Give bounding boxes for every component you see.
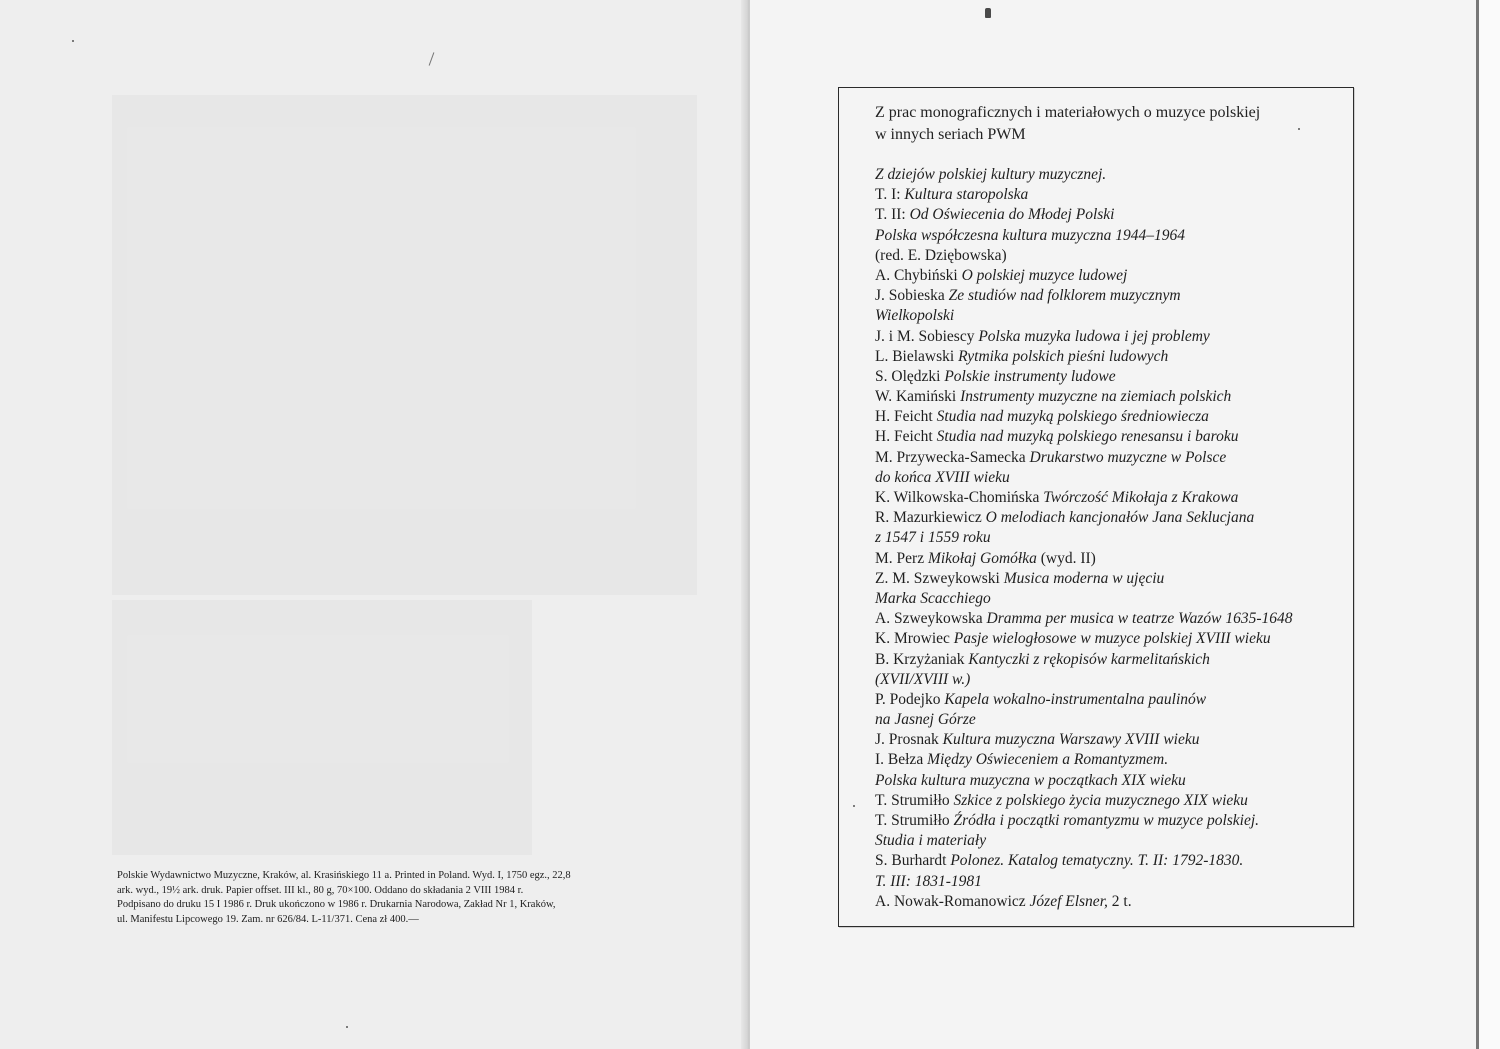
publication-entry (875, 266, 1345, 286)
publication-list (875, 165, 1345, 912)
entry-title: Musica moderna w ujęciu (1003, 569, 1165, 587)
publication-entry (875, 710, 1345, 730)
entry-title: Pasje wielogłosowe w muzyce polskiej XVIII wieku (953, 630, 1271, 648)
entry-title: Twórczość Mikołaja z Krakowa (1043, 489, 1239, 506)
entry-title: Studia nad muzyką polskiego średniowiecza (936, 408, 1209, 426)
paper-scratch (429, 52, 435, 65)
publication-entry (875, 407, 1345, 427)
entry-author: S. Olędzki (875, 367, 941, 385)
imprint-line: ul. Manifestu Lipcowego 19. Zam. nr 626/84. L-11/371. Cena zł 400.— (117, 913, 419, 925)
entry-author: (red. E. Dziębowska) (875, 246, 1007, 264)
entry-title: Kultura muzyczna Warszawy XVIII wieku (942, 731, 1200, 749)
publication-entry (875, 831, 1345, 851)
publication-entry (875, 670, 1345, 690)
imprint (117, 869, 682, 927)
paper-speck (346, 1026, 348, 1028)
entry-author: L. Bielawski (875, 347, 955, 365)
entry-author: K. Wilkowska-Chomińska (875, 489, 1040, 506)
entry-author: H. Feicht (875, 408, 933, 426)
entry-author: I. Bełza (875, 751, 924, 769)
entry-author: H. Feicht (875, 428, 933, 446)
entry-author: Z. M. Szweykowski (875, 569, 1000, 587)
publication-entry (875, 589, 1345, 609)
publication-entry (875, 468, 1345, 488)
publication-entry (875, 872, 1345, 892)
publication-entry (875, 448, 1345, 468)
publication-entry (875, 609, 1345, 629)
entry-title: Studia i materiały (875, 832, 987, 850)
series-list-title (875, 102, 1335, 146)
publication-entry (875, 367, 1345, 387)
entry-author: P. Podejko (875, 690, 941, 708)
entry-author: M. Przywecka-Samecka (875, 448, 1026, 466)
publication-entry (875, 286, 1345, 306)
entry-title: Marka Scacchiego (875, 589, 991, 607)
entry-title: Od Oświecenia do Młodej Polski (909, 206, 1115, 224)
entry-title: Dramma per musica w teatrze Wazów 1635-1648 (986, 610, 1293, 628)
entry-author: A. Nowak-Romanowicz (875, 892, 1026, 910)
publication-entry (875, 892, 1345, 912)
entry-title: Polska współczesna kultura muzyczna 1944–1964 (875, 226, 1185, 244)
entry-title: T. III: 1831-1981 (875, 872, 982, 890)
entry-author: A. Chybiński (875, 266, 958, 284)
scan-margin (1479, 0, 1500, 1049)
entry-author: M. Perz (875, 549, 925, 567)
binding-mark (985, 8, 991, 18)
publication-entry (875, 730, 1345, 750)
publication-entry (875, 549, 1345, 569)
entry-title: Instrumenty muzyczne na ziemiach polskich (960, 388, 1232, 406)
publication-entry (875, 650, 1345, 670)
entry-title: Kapela wokalno-instrumentalna paulinów (944, 690, 1207, 708)
entry-title: Z dziejów polskiej kultury muzycznej. (875, 166, 1107, 183)
publication-entry (875, 427, 1345, 447)
entry-title: Rytmika polskich pieśni ludowych (958, 347, 1169, 365)
title-line: Z prac monograficznych i materiałowych o muzyce polskiej (875, 104, 1261, 121)
publication-entry (875, 791, 1345, 811)
paper-speck (72, 40, 74, 42)
entry-title: z 1547 i 1559 roku (875, 529, 991, 547)
show-through-area (112, 95, 697, 595)
publication-entry (875, 387, 1345, 407)
publication-entry (875, 750, 1345, 770)
entry-title: Józef Elsner, (1029, 892, 1108, 910)
publication-entry (875, 771, 1345, 791)
entry-title: O polskiej muzyce ludowej (961, 266, 1128, 284)
imprint-line: Polskie Wydawnictwo Muzyczne, Kraków, al. Krasińskiego 11 a. Printed in Poland. Wyd. I, 1750 egz., 22,8 (117, 870, 571, 881)
entry-author: J. i M. Sobiescy (875, 327, 975, 345)
entry-title: Wielkopolski (875, 307, 955, 325)
publication-entry (875, 508, 1345, 528)
imprint-line: Podpisano do druku 15 I 1986 r. Druk ukończono w 1986 r. Drukarnia Narodowa, Zakład Nr 1, Kraków, (117, 899, 556, 910)
entry-author: T. II: (875, 206, 906, 224)
publication-entry (875, 569, 1345, 589)
publication-entry (875, 226, 1345, 246)
publication-entry (875, 306, 1345, 326)
entry-author: J. Prosnak (875, 731, 939, 749)
publication-entry (875, 690, 1345, 710)
entry-author: T. I: (875, 186, 901, 204)
entry-author: K. Mrowiec (875, 630, 950, 648)
publication-entry (875, 528, 1345, 548)
publication-entry (875, 327, 1345, 347)
entry-note: 2 t. (1111, 892, 1132, 910)
entry-title: Źródła i początki romantyzmu w muzyce polskiej. (953, 812, 1260, 829)
entry-title: Studia nad muzyką polskiego renesansu i baroku (936, 428, 1239, 446)
entry-title: Polskie instrumenty ludowe (944, 367, 1116, 385)
title-line: w innych seriach PWM (875, 126, 1026, 143)
publication-entry (875, 488, 1345, 508)
publication-entry (875, 851, 1345, 871)
publication-entry (875, 629, 1345, 649)
entry-title: Szkice z polskiego życia muzycznego XIX wieku (953, 791, 1248, 809)
entry-title: Polska muzyka ludowa i jej problemy (978, 327, 1210, 345)
publication-entry (875, 205, 1345, 225)
entry-title: Ze studiów nad folklorem muzycznym (948, 287, 1181, 305)
entry-title: Kultura staropolska (904, 186, 1029, 204)
entry-title: do końca XVIII wieku (875, 468, 1010, 486)
publication-entry (875, 165, 1345, 185)
entry-author: S. Burhardt (875, 852, 947, 870)
publication-entry (875, 185, 1345, 205)
entry-title: Mikołaj Gomółka (927, 549, 1037, 567)
entry-author: T. Strumiłło (875, 791, 950, 809)
imprint-line: ark. wyd., 19½ ark. druk. Papier offset. III kl., 80 g, 70×100. Oddano do składania 2 VIII 1984 r. (117, 884, 524, 896)
entry-title: Między Oświeceniem a Romantyzmem. (927, 751, 1169, 769)
entry-author: T. Strumiłło (875, 812, 950, 829)
entry-author: J. Sobieska (875, 287, 945, 305)
publication-entry (875, 811, 1345, 831)
entry-author: B. Krzyżaniak (875, 650, 965, 668)
entry-author: W. Kamiński (875, 388, 957, 406)
entry-title: Polska kultura muzyczna w początkach XIX wieku (875, 771, 1186, 789)
entry-title: Drukarstwo muzyczne w Polsce (1029, 448, 1227, 466)
publication-entry (875, 347, 1345, 367)
entry-title: Polonez. Katalog tematyczny. T. II: 1792-1830. (950, 852, 1244, 870)
entry-title: (XVII/XVIII w.) (875, 670, 971, 688)
show-through-area-lower (112, 600, 532, 855)
entry-author: A. Szweykowska (875, 610, 983, 628)
entry-title: na Jasnej Górze (875, 711, 976, 729)
entry-title: O melodiach kancjonałów Jana Seklucjana (985, 509, 1255, 527)
publication-entry (875, 246, 1345, 266)
entry-note: (wyd. II) (1040, 549, 1096, 567)
entry-author: R. Mazurkiewicz (875, 509, 982, 527)
entry-title: Kantyczki z rękopisów karmelitańskich (968, 650, 1210, 668)
